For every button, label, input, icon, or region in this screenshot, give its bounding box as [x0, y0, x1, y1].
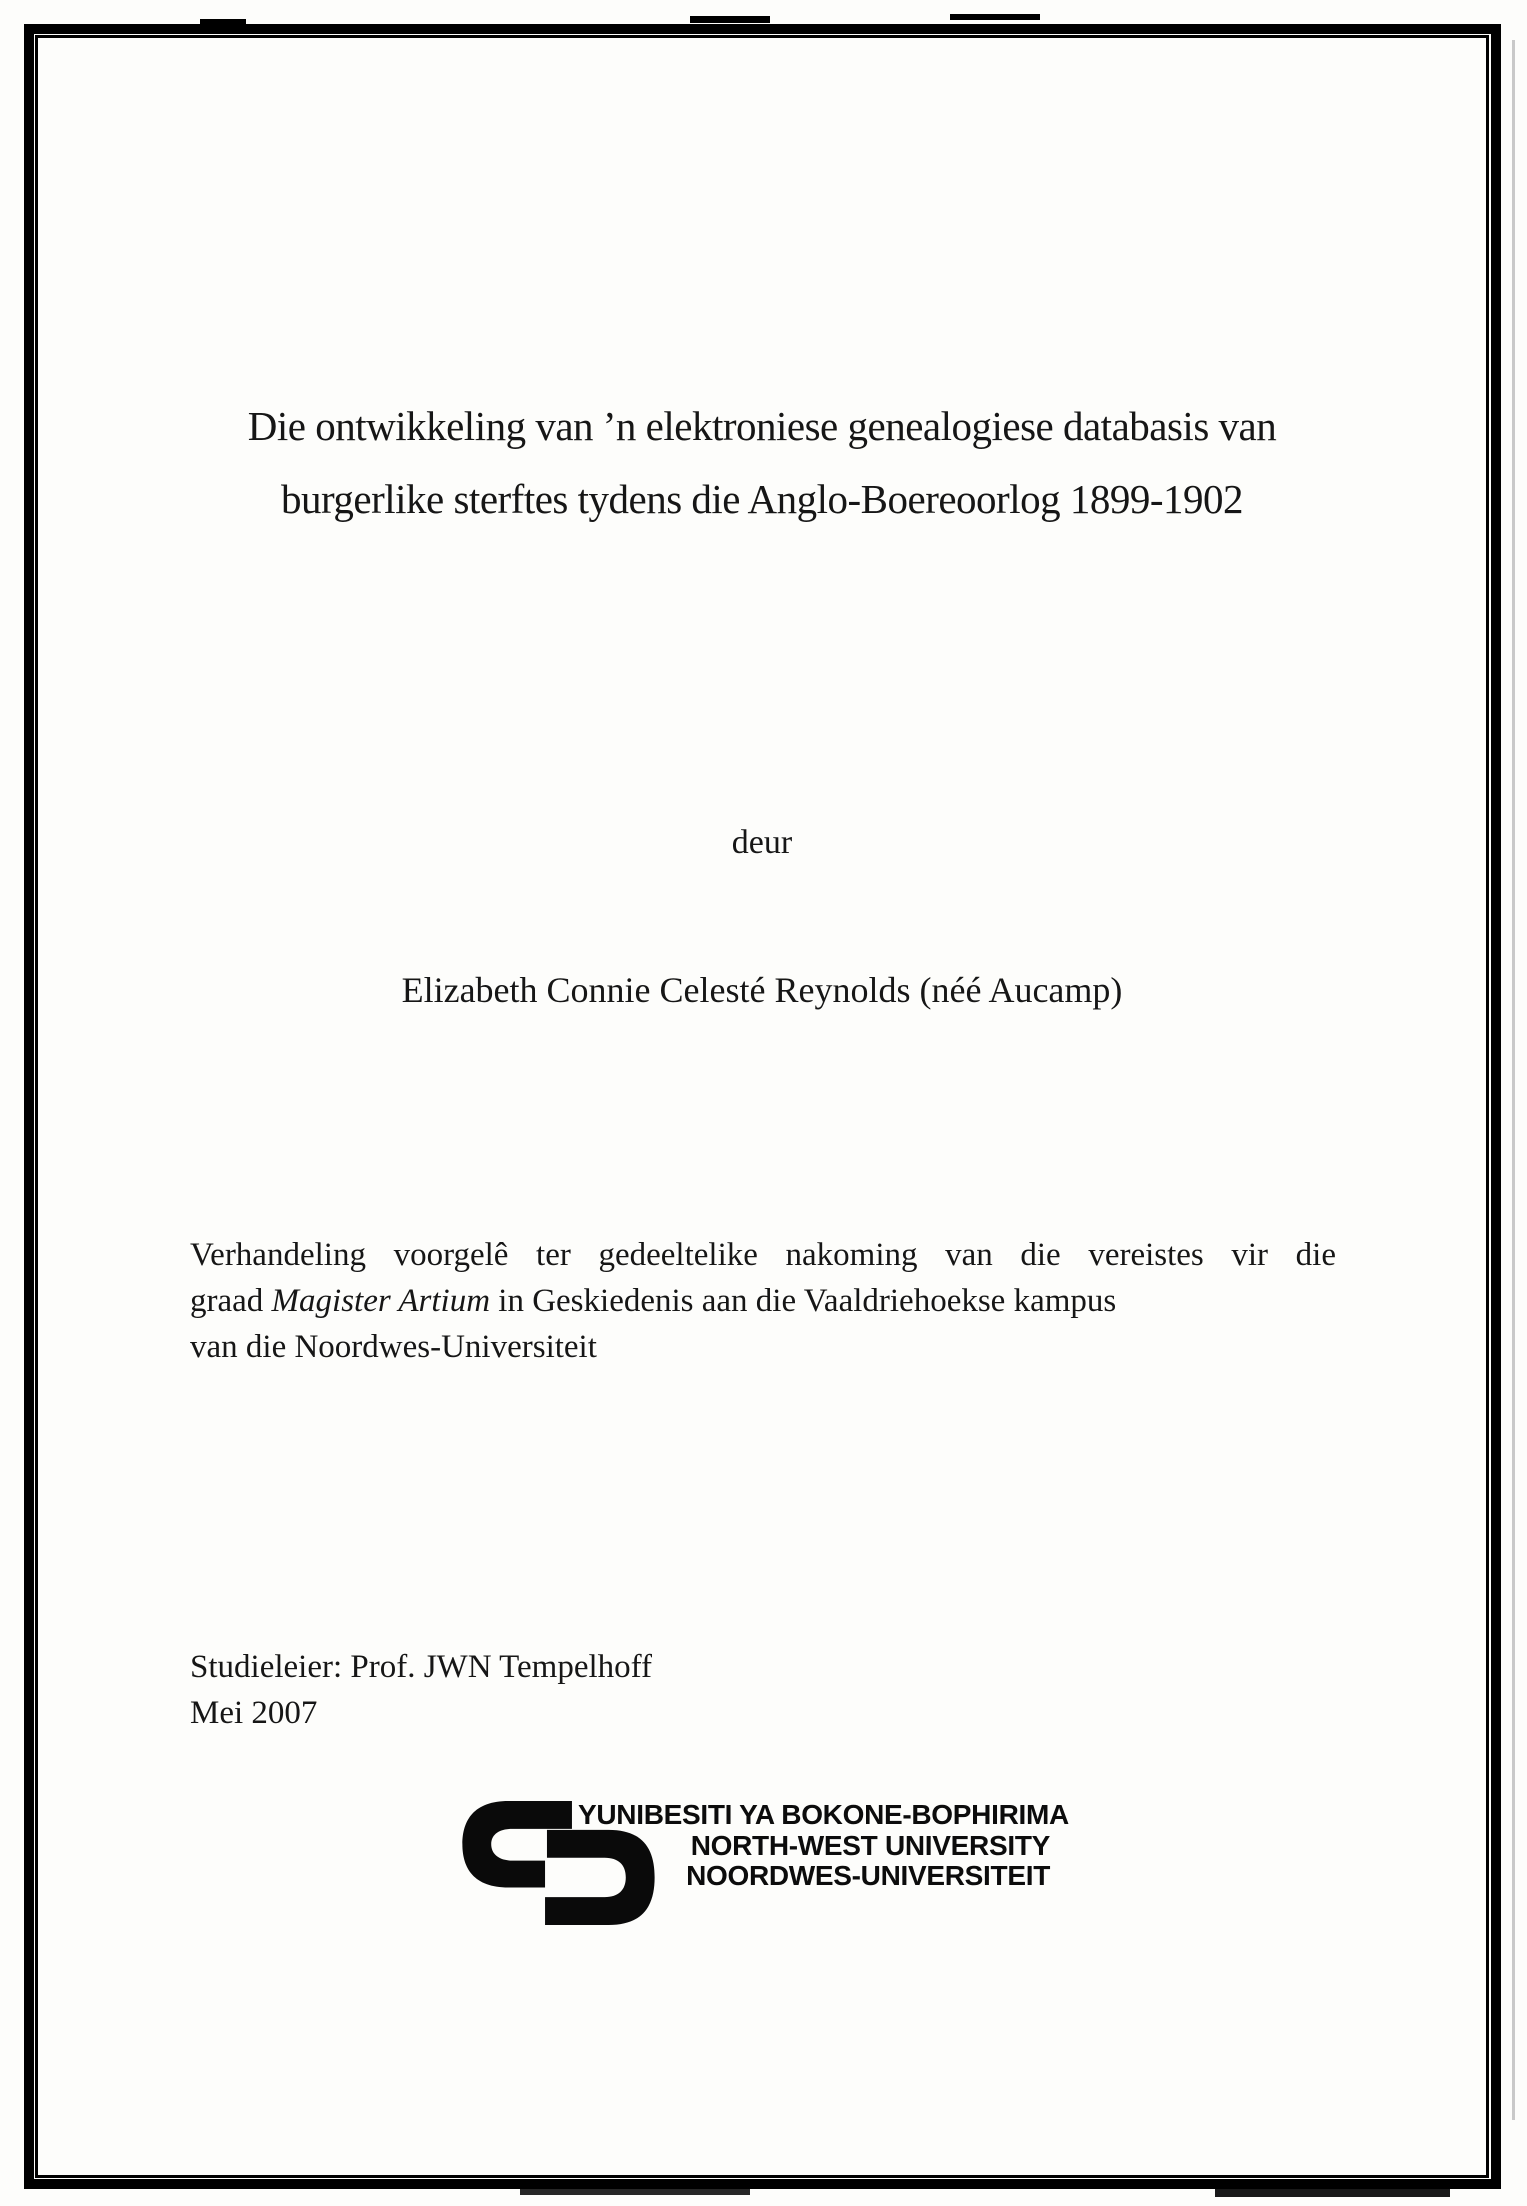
supervisor-line: Studieleier: Prof. JWN Tempelhoff [190, 1649, 653, 1685]
thesis-title-line-1: Die ontwikkeling van ’n elektroniese genealogiese databasis van [247, 403, 1277, 449]
author-name: Elizabeth Connie Celesté Reynolds (néé Aucamp) [401, 970, 1123, 1010]
scan-artifact [690, 16, 770, 23]
page-border-inner [35, 35, 1489, 2178]
byline: deur [731, 824, 793, 861]
degree-name: Magister Artium [271, 1283, 491, 1319]
declaration-line-1: Verhandeling voorgelê ter gedeeltelike nakoming van die vereistes vir die [190, 1237, 1336, 1273]
university-name-block [578, 1799, 1069, 1892]
scan-artifact [520, 2189, 750, 2195]
university-name-setswana: YUNIBESITI YA BOKONE-BOPHIRIMA [578, 1799, 1069, 1830]
declaration-line-2-post: in Geskiedenis aan die Vaaldriehoekse kampus [490, 1283, 1117, 1319]
university-name-afrikaans: NOORDWES-UNIVERSITEIT [686, 1860, 1050, 1891]
scan-artifact [1215, 2189, 1450, 2197]
thesis-title-line-2: burgerlike sterftes tydens die Anglo-Boereoorlog 1899-1902 [280, 476, 1243, 522]
degree-declaration [190, 1232, 1336, 1370]
page-border-outer [24, 24, 1501, 2189]
declaration-line-2 [190, 1278, 1336, 1324]
declaration-line-3: van die Noordwes-Universiteit [190, 1329, 597, 1365]
scan-artifact [950, 14, 1040, 20]
university-name-english: NORTH-WEST UNIVERSITY [690, 1829, 1050, 1861]
scan-edge-shadow [1512, 40, 1515, 2120]
date-line: Mei 2007 [190, 1695, 318, 1731]
declaration-line-2-pre: graad [190, 1283, 272, 1319]
thesis-title [38, 390, 1486, 536]
